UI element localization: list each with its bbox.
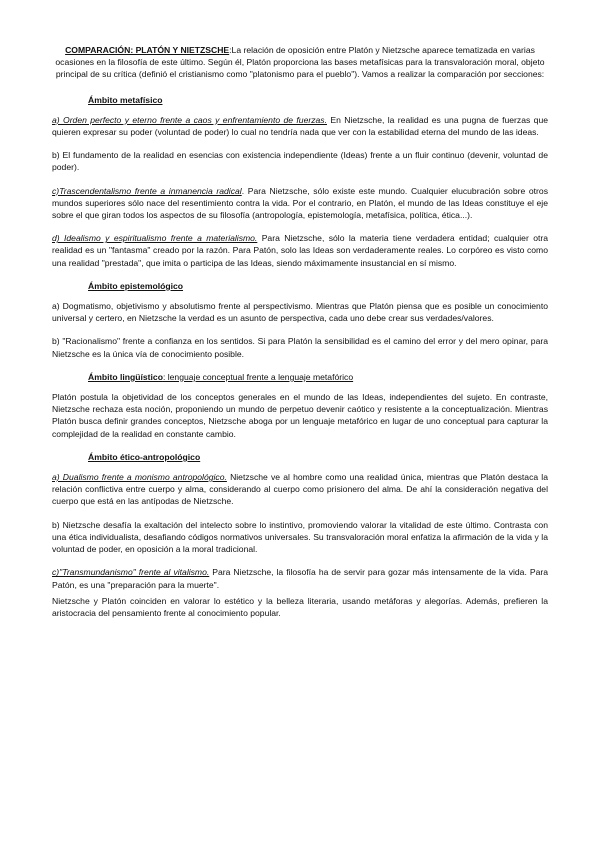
etico-point-c: [52, 566, 548, 590]
heading-etico: Ámbito ético-antropológico: [88, 451, 201, 462]
metafisico-c-lead: c)Trascendentalismo frente a inmanencia radical: [52, 185, 242, 196]
linguistico-heading-title: Ámbito lingüístico: [88, 371, 163, 382]
metafisico-point-d: [52, 232, 548, 269]
etico-a-text: Nietzsche ve al hombre como una realidad única, mientras que Platón destaca la relación conflictiva entre cuerpo y alma, considerando al cuerpo como prisionero del alma. De ahí la consideración negativa del cuerpo que está en las antípodas de Nietzsche.: [52, 472, 548, 507]
etico-a-lead: a) Dualismo frente a monismo antropológico.: [52, 472, 227, 483]
etico-c-lead: c)"Transmundanismo" frente al vitalismo.: [52, 567, 210, 578]
intro-paragraph: [52, 44, 548, 81]
metafisico-point-b: b) El fundamento de la realidad en esencias con existencia independiente (Ideas) frente a un fluir continuo (devenir, voluntad de poder).: [52, 150, 548, 173]
metafisico-point-c: [52, 185, 548, 222]
etico-point-b: b) Nietzsche desafía la exaltación del intelecto sobre lo instintivo, promoviendo valorar la vitalidad de este último. Contrasta con una ética individualista, desafiando códigos normativos universales. Su transvaloración moral enfatiza la afirmación de la vida y la voluntad de poder, en oposición a la moral tradicional.: [52, 519, 548, 555]
metafisico-a-text: En Nietzsche, la realidad es una pugna de fuerzas que quieren expresar su poder (voluntad de poder) lo cual no tendría nada que ver con la estabilidad eterna del mundo de las ideas.: [52, 114, 549, 138]
epistemologico-point-b: b) "Racionalismo" frente a confianza en los sentidos. Si para Platón la sensibilidad es el camino del error y del mero opinar, para Nietzsche es la única vía de conocimiento posible.: [52, 336, 548, 359]
metafisico-d-lead: d) Idealismo y espiritualismo frente a materialismo.: [52, 233, 258, 244]
intro-text: :La relación de oposición entre Platón y Nietzsche aparece tematizada en varias ocasiones en la filosofía de este último. Según él, Platón proporciona las bases metafísicas para la transvaloración moral, objeto principal de su crítica (definió el cristianismo como "platonismo para el pueblo"). Vamos a realizar la comparación por secciones:: [55, 45, 545, 80]
metafisico-c-text: . Para Nietzsche, sólo existe este mundo. Cualquier elucubración sobre otros mundos superiores sólo nace del resentimiento contra la vida. Por el contrario, en Platón, el mundo de las Ideas constituye el eje sobre el que giran todos los aspectos de su filosofía (antropología, epistemología, metafísica, política, ética...).: [52, 185, 548, 221]
linguistico-paragraph: Platón postula la objetividad de los conceptos generales en el mundo de las Ideas, independientes del sujeto. En contraste, Nietzsche rechaza esta noción, proponiendo un mundo de perpetuo devenir caótico y resistente a la conceptualización. Mientras Platón busca definir grandes conceptos, Nietzsche aboga por un lenguaje metafórico en lugar de uno conceptual para capturar la complejidad de la realidad en constante cambio.: [52, 392, 548, 439]
heading-linguistico: [88, 371, 548, 383]
metafisico-point-a: [52, 114, 548, 138]
heading-epistemologico: Ámbito epistemológico: [88, 280, 184, 291]
document-title: COMPARACIÓN: PLATÓN Y NIETZSCHE: [65, 45, 230, 55]
etico-c-text: Para Nietzsche, la filosofía ha de servir para gozar más intensamente de la vida. Para Patón, es una "preparación para la muerte".: [52, 567, 548, 590]
heading-metafisico: Ámbito metafísico: [88, 94, 163, 105]
metafisico-a-lead: a) Orden perfecto y eterno frente a caos y enfrentamiento de fuerzas.: [52, 114, 327, 125]
etico-point-a: [52, 471, 548, 508]
epistemologico-point-a: a) Dogmatismo, objetivismo y absolutismo frente al perspectivismo. Mientras que Platón piensa que es posible un conocimiento universal y certero, en Nietzsche la verdad es un asunto de perspectiva, cada uno debe crear sus verdades/valores.: [52, 301, 548, 324]
linguistico-heading-rest: : lenguaje conceptual frente a lenguaje metafórico: [162, 371, 354, 382]
closing-paragraph: Nietzsche y Platón coinciden en valorar lo estético y la belleza literaria, usando metáforas y alegorías. Además, prefieren la aristocracia del pensamiento frente al conocimiento popular.: [52, 595, 548, 618]
metafisico-d-text: Para Nietzsche, sólo la materia tiene verdadera entidad; cualquier otra realidad es un "fantasma" creado por la razón. Para Patón, solo las Ideas son verdaderamente reales. Lo corpóreo es visto como una realidad "prestada", que imita o participa de las Ideas, siendo máximamente insustancial en sí mismo.: [52, 233, 548, 268]
document-page: [52, 44, 548, 630]
